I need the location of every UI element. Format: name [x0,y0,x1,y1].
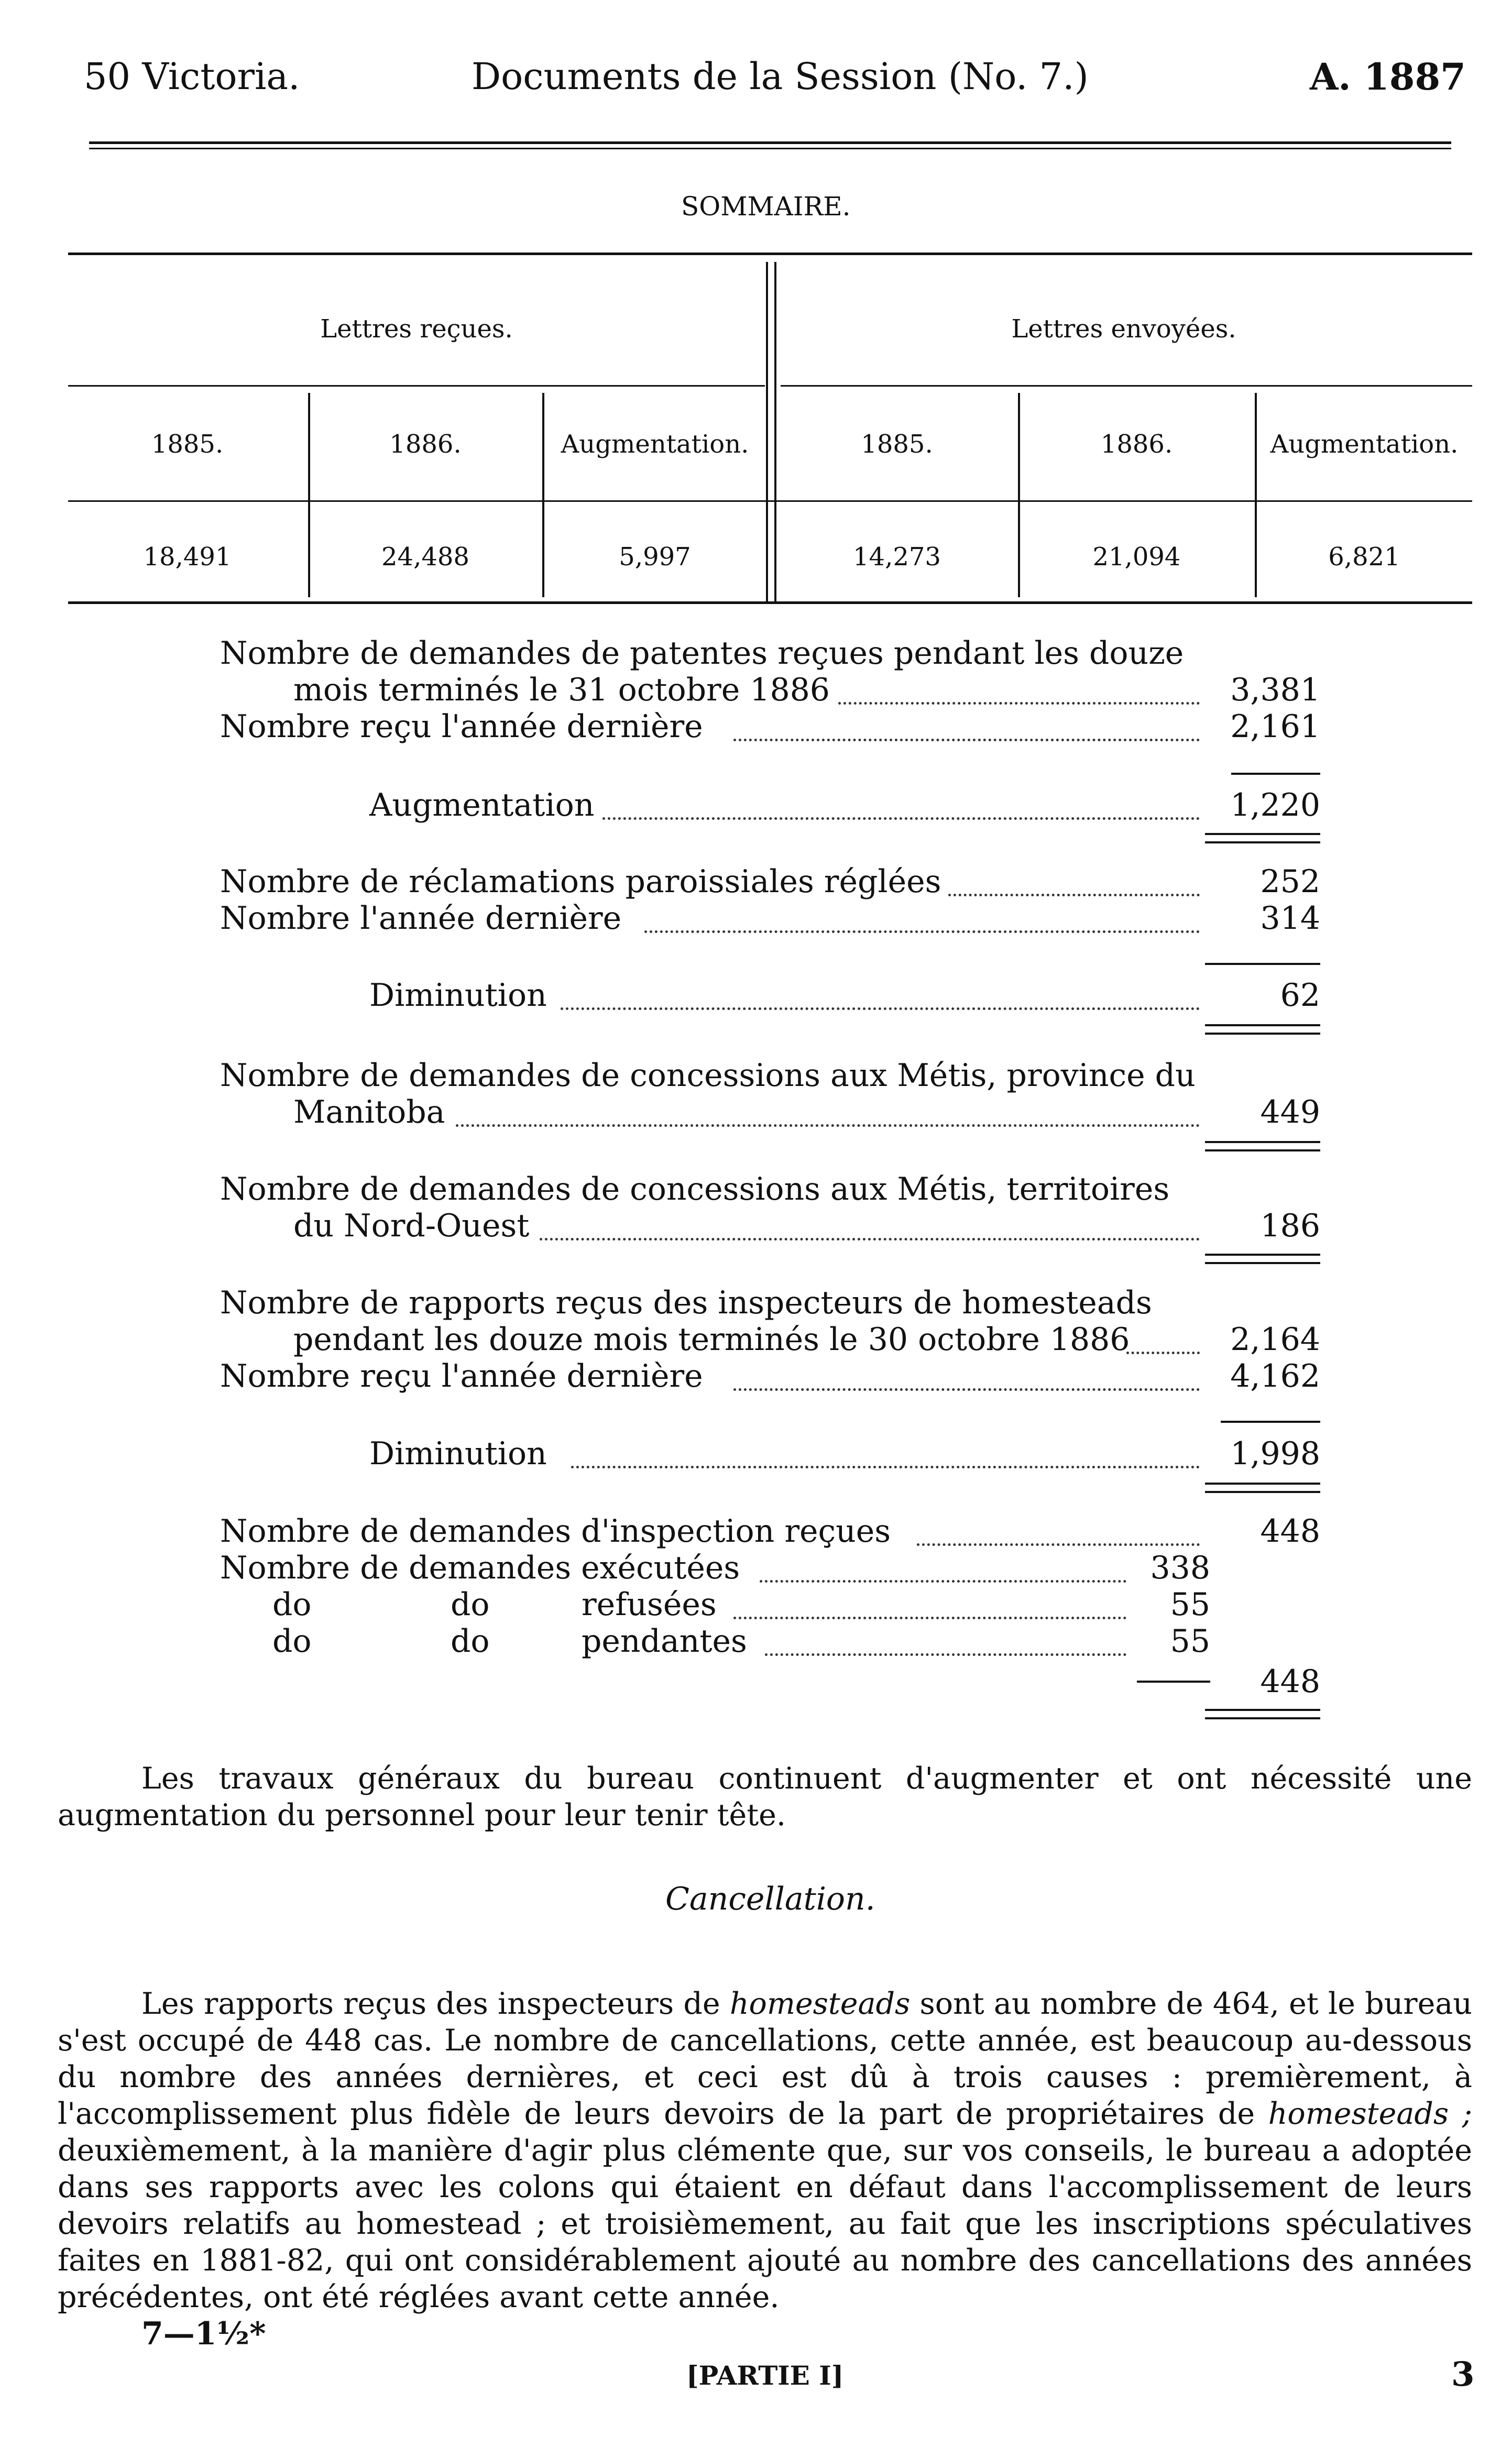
header-year: A. 1887 [1310,55,1466,98]
col-header-augmentation-sent: Augmentation. [1270,430,1459,459]
patents-last-value: 2,161 [1230,708,1320,745]
patents-line-2: mois terminés le 31 octobre 1886 [293,672,830,708]
paragraph-emphasis: homesteads [729,1987,911,2021]
table-col-sep-2 [542,393,544,597]
sum-rule [1137,1681,1210,1683]
leader-dots [571,1466,1200,1468]
col-header-1885-sent: 1885. [861,430,933,459]
paragraph-text: Les rapports reçus des inspecteurs de [141,1987,730,2021]
reports-line-2: pendant les douze mois terminés le 30 octobre 1886 [293,1321,1130,1358]
metis-nw-line-1: Nombre de demandes de concessions aux Métis, territoires [220,1171,1170,1208]
leader-dots [1126,1352,1200,1354]
sum-rule [1221,1421,1320,1423]
ditto-mark: do [451,1586,490,1623]
total-double-rule [1205,1024,1320,1035]
header-rule-thin [89,148,1451,149]
leader-dots [561,1007,1200,1010]
patents-diff-value: 1,220 [1230,787,1320,824]
reports-last-label: Nombre reçu l'année dernière [220,1358,703,1395]
leader-dots [540,1238,1200,1241]
metis-mb-line-2: Manitoba [293,1094,445,1131]
value-augmentation-sent: 6,821 [1328,542,1400,572]
section-title-cancellation: Cancellation. [665,1881,875,1917]
value-1886-sent: 21,094 [1092,542,1181,572]
header-rule [89,141,1451,144]
inspection-value: 448 [1260,1513,1320,1550]
leader-dots [765,1653,1126,1656]
paragraph-text: deuxièmement, à la manière d'agir plus clémente que, sur vos conseils, le bureau a adoptée dans ses rapports avec les colons qui étaient en défaut dans l'accomplissement de leurs devoirs relatifs au homestead ; et troisièmement, au fait que les inscriptions spéculatives faites en 1881-82, qui ont considérablement ajouté au nombre des cancellations des années précédentes, ont été réglées avant cette année. [58,2133,1472,2314]
summary-title: SOMMAIRE. [681,191,851,222]
table-header-rule [68,500,1472,502]
parish-last-value: 314 [1260,900,1320,937]
patents-last-label: Nombre reçu l'année dernière [220,708,703,745]
metis-nw-line-2: du Nord-Ouest [293,1208,530,1244]
leader-dots [838,702,1200,705]
parish-last-label: Nombre l'année dernière [220,900,622,937]
refused-label: refusées [582,1586,717,1623]
paragraph-emphasis: homesteads ; [1268,2097,1472,2131]
table-group-rule-left [68,385,765,387]
header-title: Documents de la Session (No. 7.) [472,55,1089,98]
inspection-total: 448 [1260,1663,1320,1700]
page-number: 3 [1451,2355,1475,2394]
sum-rule [1231,773,1320,775]
ditto-mark: do [272,1586,312,1623]
pending-label: pendantes [582,1623,747,1660]
inspection-label: Nombre de demandes d'inspection reçues [220,1513,891,1550]
total-double-rule [1205,1709,1320,1719]
leader-dots [733,1617,1126,1619]
leader-dots [456,1124,1200,1127]
group-letters-sent: Lettres envoyées. [1011,314,1236,344]
paragraph-cancellation [58,1985,1472,2316]
metis-mb-value: 449 [1260,1094,1320,1131]
leader-dots [644,930,1200,933]
parish-value: 252 [1260,863,1320,900]
patents-diff-label: Augmentation [369,787,595,824]
value-1885-sent: 14,273 [853,542,941,572]
part-label: [PARTIE I] [686,2360,844,2391]
leader-dots [733,739,1200,741]
refused-value: 55 [1170,1586,1210,1623]
value-augmentation-received: 5,997 [619,542,691,572]
paragraph-general-work: Les travaux généraux du bureau continuent d'augmenter et ont nécessité une augmentation du personnel pour leur tenir tête. [58,1761,1472,1832]
leader-dots [917,1543,1200,1546]
col-header-1885-received: 1885. [151,430,224,459]
leader-dots [602,817,1200,820]
executed-value: 338 [1150,1550,1210,1586]
table-group-rule-right [781,385,1472,387]
reports-line-1: Nombre de rapports reçus des inspecteurs de homesteads [220,1285,1152,1321]
parish-label: Nombre de réclamations paroissiales réglées [220,863,941,900]
group-letters-received: Lettres reçues. [320,314,513,344]
parish-diff-label: Diminution [369,977,547,1014]
leader-dots [948,894,1200,896]
metis-nw-value: 186 [1260,1208,1320,1244]
table-divider-1 [766,262,768,602]
col-header-1886-received: 1886. [389,430,462,459]
table-bottom-rule [68,601,1472,604]
patents-line-1: Nombre de demandes de patentes reçues pendant les douze [220,635,1184,672]
total-double-rule [1205,1254,1320,1264]
col-header-1886-sent: 1886. [1100,430,1173,459]
reports-value: 2,164 [1230,1321,1320,1358]
value-1886-received: 24,488 [381,542,469,572]
patents-value: 3,381 [1230,672,1320,708]
executed-label: Nombre de demandes exécutées [220,1550,740,1586]
pending-value: 55 [1170,1623,1210,1660]
total-double-rule [1205,833,1320,843]
header-volume: 50 Victoria. [84,55,300,98]
table-top-rule [68,253,1472,255]
total-double-rule [1205,1141,1320,1151]
ditto-mark: do [451,1623,490,1660]
leader-dots [760,1580,1126,1583]
sum-rule [1205,963,1320,965]
col-header-augmentation-received: Augmentation. [561,430,749,459]
total-double-rule [1205,1483,1320,1493]
parish-diff-value: 62 [1280,977,1320,1014]
reports-diff-value: 1,998 [1230,1435,1320,1472]
metis-mb-line-1: Nombre de demandes de concessions aux Métis, province du [220,1057,1196,1094]
ditto-mark: do [272,1623,312,1660]
value-1885-received: 18,491 [143,542,232,572]
reports-last-value: 4,162 [1230,1358,1320,1395]
leader-dots [733,1388,1200,1391]
reports-diff-label: Diminution [369,1435,547,1472]
printer-signature: 7—1½* [141,2316,266,2352]
paragraph-text: sont au nombre de 464, et le bureau s'est occupé de 448 cas. Le nombre de cancellations, cette année, est beaucoup au-dessous du nombre des années dernières, et ceci est dû à trois causes : premièrement, à l'accomplissement plus fidèle de leurs devoirs de la part de propriétaires de [58,1987,1472,2131]
